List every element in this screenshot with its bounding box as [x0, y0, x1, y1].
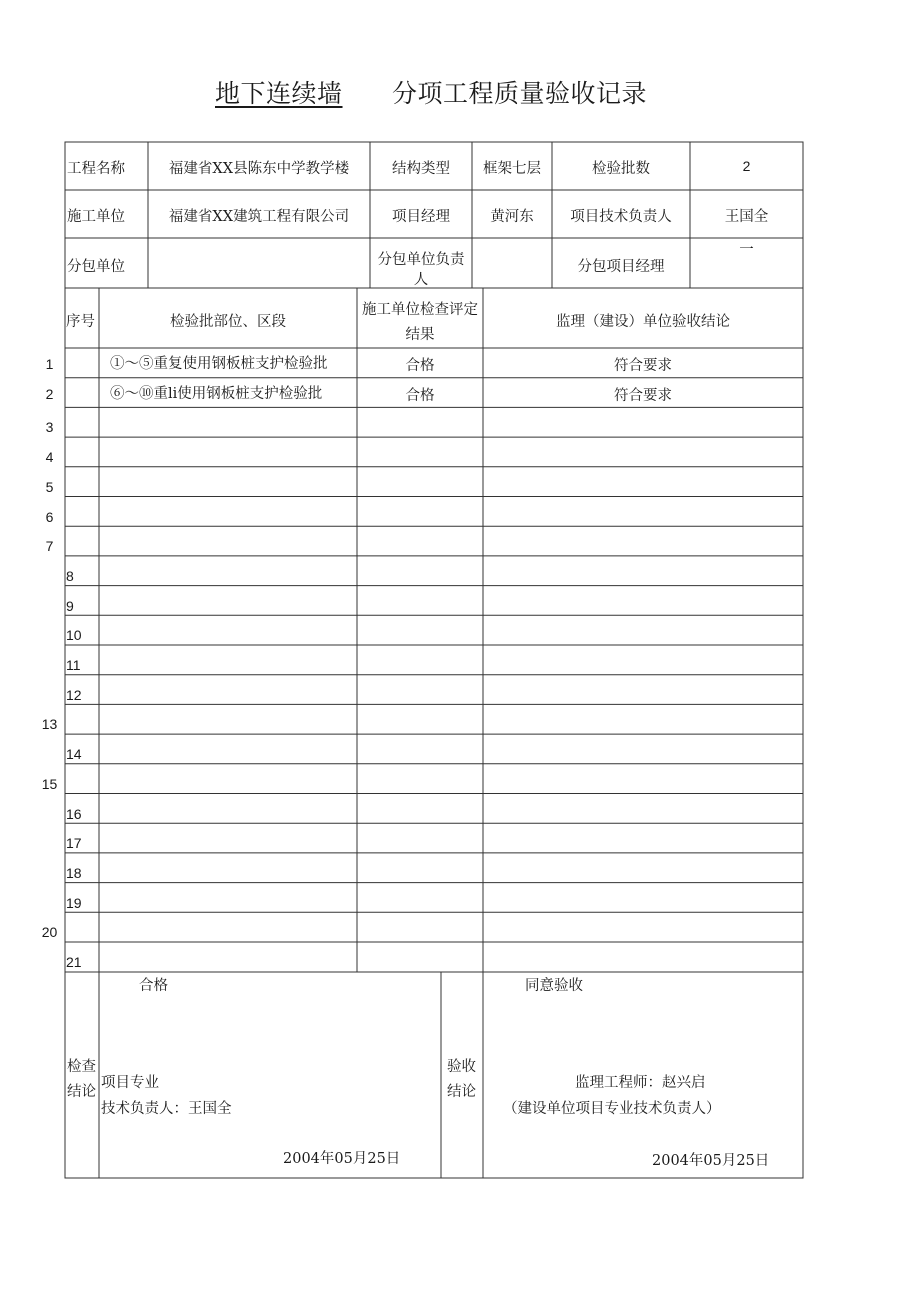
col-result-cont: 结果	[405, 327, 435, 343]
check-label-cont: 结论	[67, 1084, 96, 1100]
sub-lead-label-cont: 人	[413, 272, 429, 288]
check-label: 检查	[67, 1059, 96, 1075]
row-number: 7	[45, 538, 54, 555]
check-result: 合格	[139, 978, 168, 994]
row-number: 18	[66, 864, 82, 881]
row-number: 17	[66, 835, 82, 852]
accept-date: 2004年05月25日	[652, 1153, 770, 1169]
supervisor-line: 监理工程师：赵兴启	[575, 1075, 706, 1091]
col-seq: 序号	[66, 314, 95, 330]
project-name-label: 工程名称	[67, 161, 125, 177]
batch-count-value: 2	[742, 158, 751, 174]
row-number: 21	[66, 954, 82, 970]
check-date: 2004年05月25日	[283, 1151, 401, 1167]
row-number: 9	[66, 597, 74, 614]
title-main: 分项工程质量验收记录	[392, 79, 648, 108]
row-result: 合格	[405, 358, 435, 374]
check-line2: 技术负责人：王国全	[101, 1101, 232, 1117]
tech-lead-value: 王国全	[724, 209, 769, 225]
row-number: 6	[45, 508, 54, 525]
row-number: 19	[66, 894, 82, 911]
title-subject: 地下连续墙	[215, 79, 343, 108]
accept-label-cont: 结论	[447, 1084, 476, 1100]
col-location: 检验批部位、区段	[170, 314, 286, 330]
owner-tech-lead-line: （建设单位项目专业技术负责人）	[503, 1101, 721, 1117]
row-number: 12	[66, 686, 82, 703]
project-manager-value: 黄河东	[490, 209, 534, 225]
sub-manager-value: 一	[739, 242, 754, 258]
structure-type-label: 结构类型	[392, 161, 450, 177]
row-number: 10	[66, 627, 82, 644]
check-line1: 项目专业	[101, 1075, 159, 1091]
row-number: 8	[66, 567, 74, 584]
row-conclusion: 符合要求	[614, 358, 672, 374]
row-location: ①～⑤重复使用钢板桩支护检验批	[110, 356, 328, 372]
accept-result: 同意验收	[525, 978, 583, 994]
row-location: ⑥～⑩重li使用钢板桩支护检验批	[110, 385, 323, 402]
project-name-value: 福建省XX县陈东中学教学楼	[168, 161, 350, 177]
project-manager-label: 项目经理	[392, 209, 450, 225]
row-number: 13	[41, 716, 58, 733]
row-number: 4	[45, 449, 54, 466]
row-result: 合格	[405, 387, 435, 404]
row-number: 5	[45, 478, 54, 495]
row-number: 11	[66, 657, 81, 673]
subcontractor-label: 分包单位	[67, 259, 125, 275]
row-number: 2	[45, 385, 54, 402]
row-number: 14	[66, 746, 82, 763]
batch-count-label: 检验批数	[592, 161, 650, 177]
row-conclusion: 符合要求	[614, 387, 672, 404]
contractor-label: 施工单位	[67, 209, 125, 225]
row-number: 1	[45, 356, 54, 372]
contractor-value: 福建省XX建筑工程有限公司	[168, 209, 350, 225]
row-number: 3	[45, 419, 54, 436]
row-number: 16	[66, 805, 82, 822]
tech-lead-label: 项目技术负责人	[570, 209, 672, 225]
sub-manager-label: 分包项目经理	[577, 259, 665, 275]
row-number: 20	[41, 924, 58, 941]
structure-type-value: 框架七层	[483, 161, 541, 177]
sub-lead-label: 分包单位负责	[377, 252, 465, 268]
col-conclusion: 监理（建设）单位验收结论	[556, 314, 730, 330]
accept-label: 验收	[447, 1059, 476, 1075]
col-result: 施工单位检查评定	[362, 302, 478, 318]
row-number: 15	[41, 775, 58, 792]
